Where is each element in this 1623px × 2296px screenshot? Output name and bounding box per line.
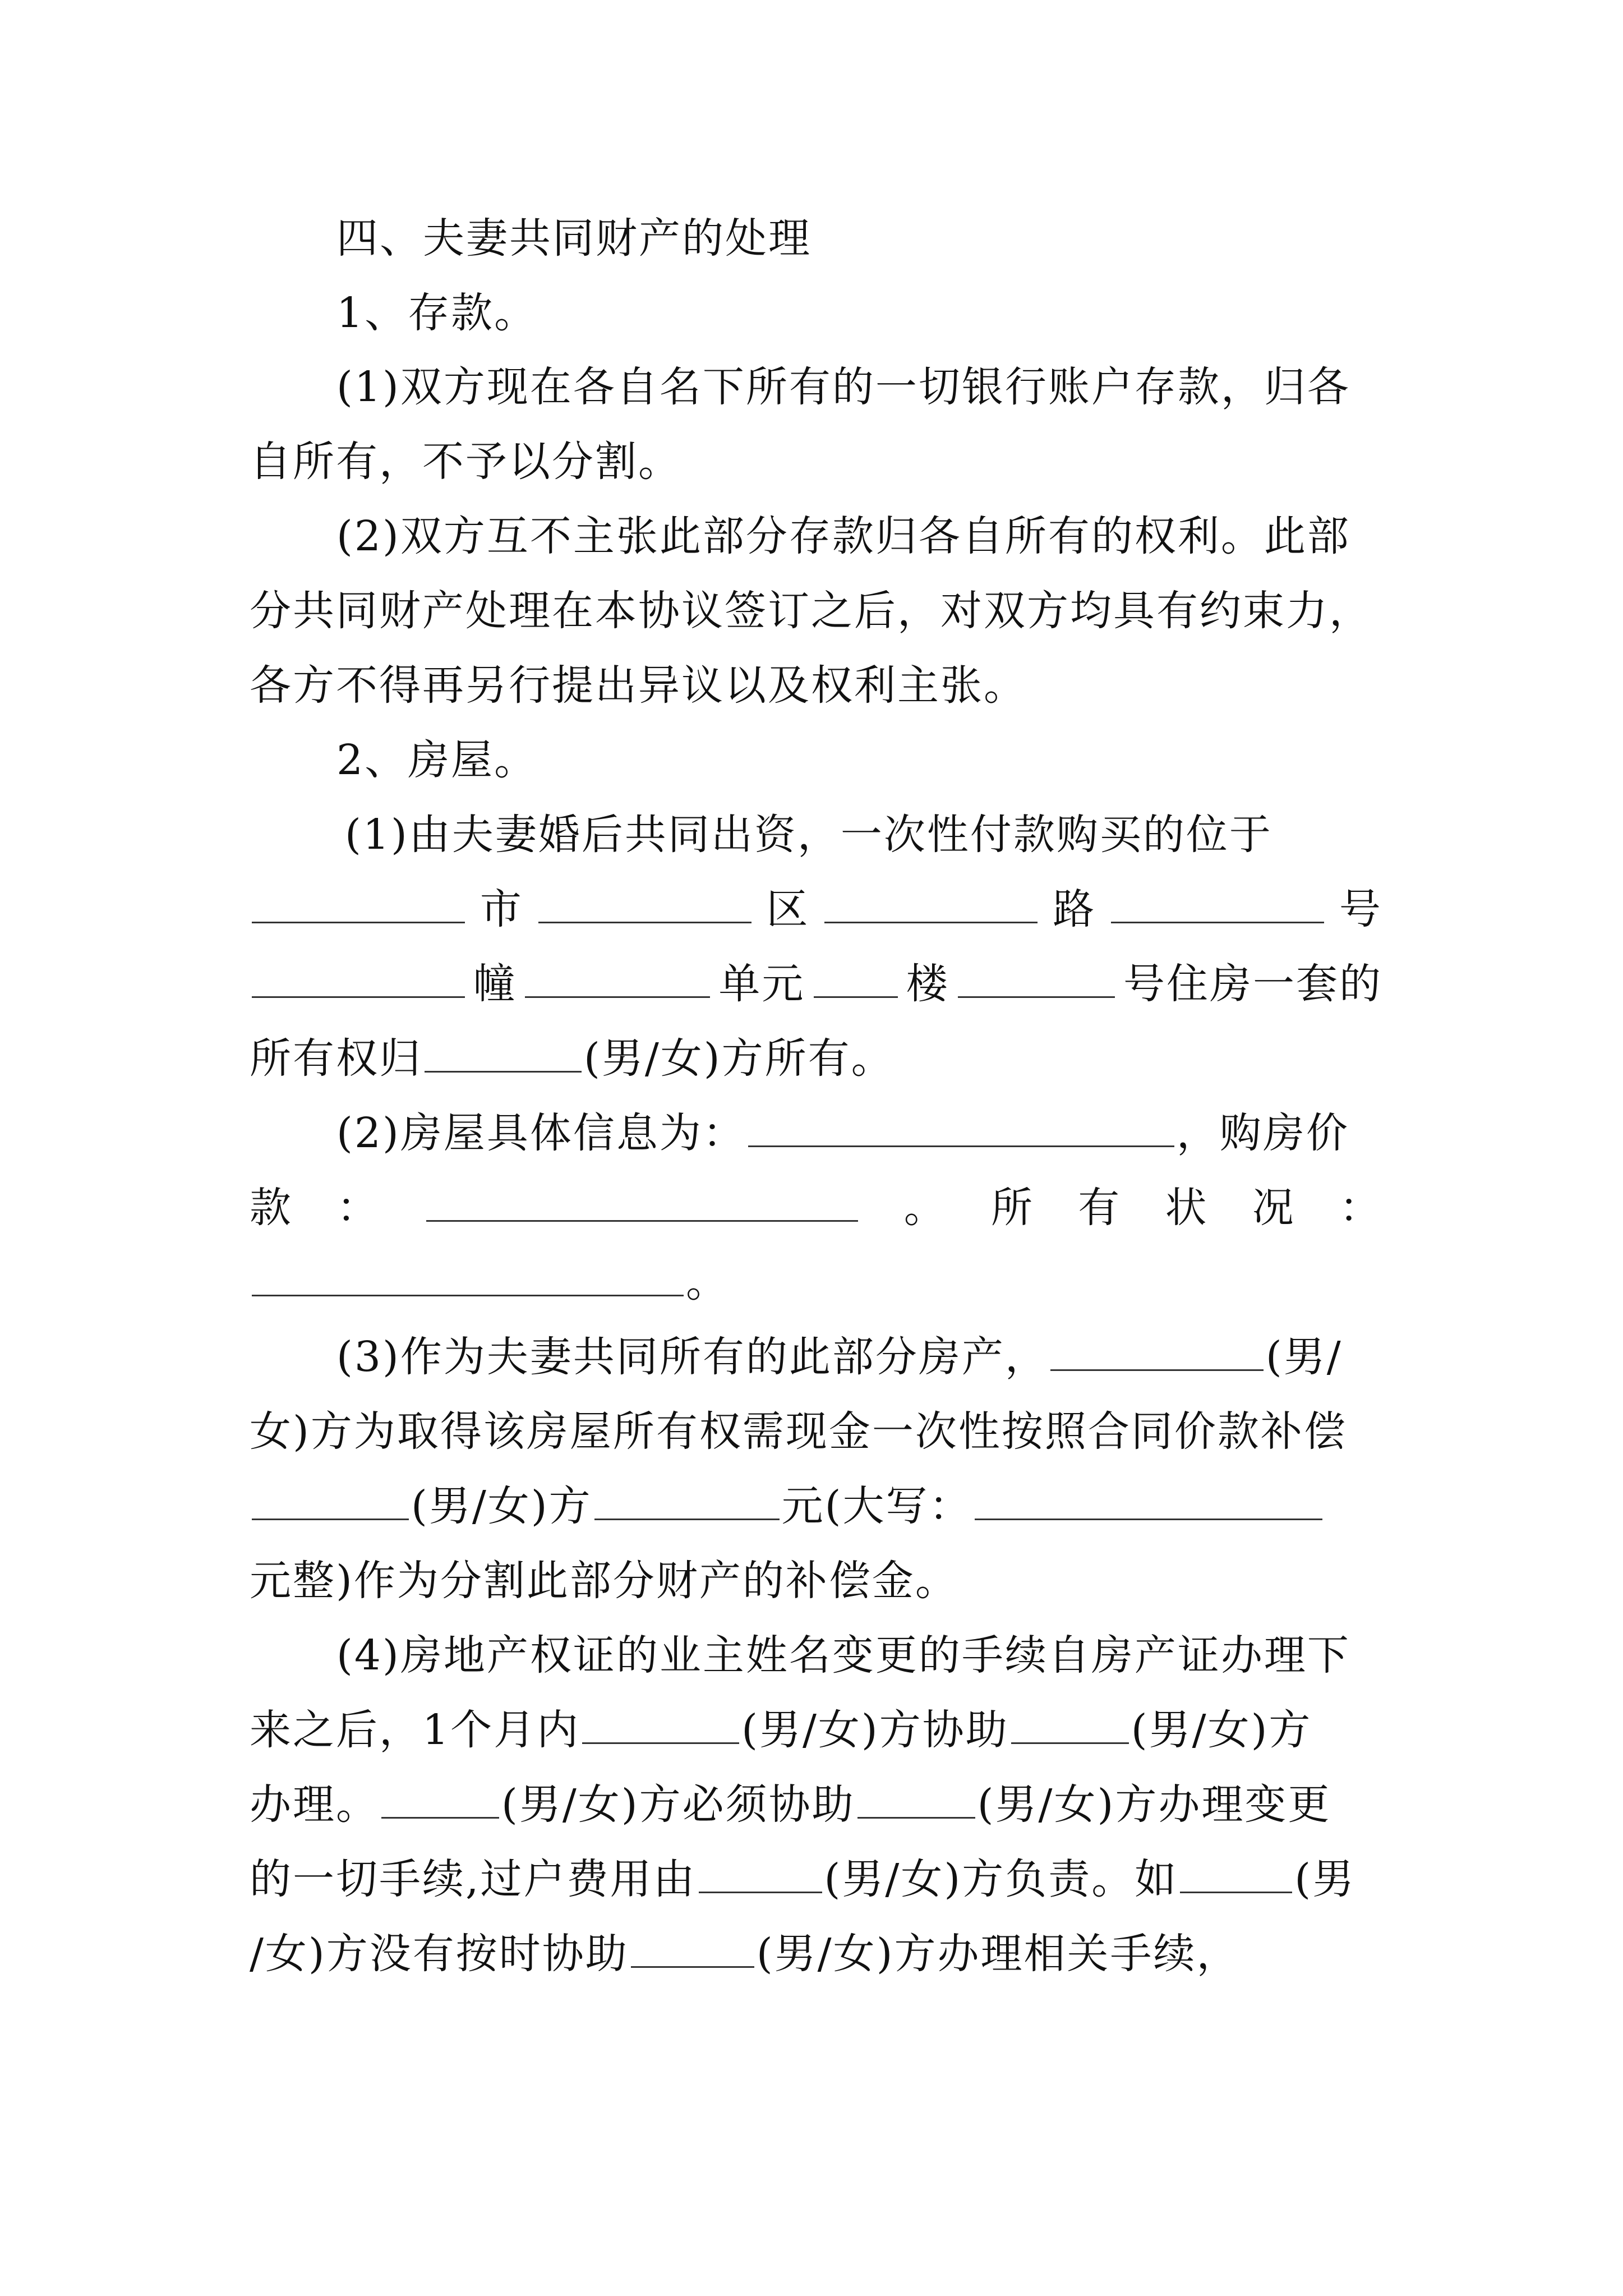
paragraph-line xyxy=(250,1702,1382,1758)
paragraph-line xyxy=(250,1926,1382,1982)
text-span: (2)双方互不主张此部分存款归各自所有的权利。此部 xyxy=(336,512,1350,560)
heading-text: 四、夫妻共同财产的处理 xyxy=(336,214,811,263)
text-span: (1)由夫妻婚后共同出资，一次性付款购买的位于 xyxy=(345,811,1272,859)
assisting-party-blank xyxy=(582,1708,739,1744)
text-span: (男/ xyxy=(1265,1333,1343,1381)
section-heading xyxy=(336,210,1382,266)
assisted-party-blank xyxy=(1011,1708,1129,1744)
text-span: 所有权归 xyxy=(250,1034,422,1083)
paragraph-line xyxy=(336,359,1382,415)
text-span: (男/女)方 xyxy=(411,1482,592,1530)
unit-blank xyxy=(525,961,710,998)
number-blank xyxy=(1111,887,1324,923)
text-span: ： xyxy=(1339,1184,1382,1232)
text-span: 号 xyxy=(1339,885,1382,933)
house-info-blank xyxy=(748,1111,1174,1147)
text-span: 有 xyxy=(1078,1184,1122,1232)
text-span: 办理。 xyxy=(250,1780,379,1829)
building-blank xyxy=(252,961,465,998)
address-line xyxy=(250,956,1382,1012)
text-span: (男 xyxy=(1294,1855,1356,1903)
paragraph-line xyxy=(250,1553,1382,1609)
fee-party-blank xyxy=(699,1857,822,1893)
house-title: 2、房屋。 xyxy=(336,736,538,784)
text-span: (男/女)方 xyxy=(1131,1706,1312,1754)
text-span: 市 xyxy=(479,885,523,933)
text-span: 元整)作为分割此部分财产的补偿金。 xyxy=(250,1557,958,1605)
address-line xyxy=(250,881,1382,937)
text-span: 况 xyxy=(1252,1184,1295,1232)
text-span: 的一切手续,过户费用由 xyxy=(250,1855,697,1903)
text-span: /女)方没有按时协助 xyxy=(250,1930,629,1978)
text-span: (男/女)方所有。 xyxy=(584,1034,895,1083)
text-span: 单元 xyxy=(718,960,805,1008)
paragraph-line xyxy=(336,1329,1382,1385)
paragraph-line xyxy=(250,1478,1382,1534)
ownership-status-blank xyxy=(252,1260,684,1296)
text-span: 各方不得再另行提出异议以及权利主张。 xyxy=(250,661,1027,710)
paragraph-line xyxy=(345,807,1382,863)
text-span: ，购房价 xyxy=(1176,1109,1349,1157)
paragraph-line xyxy=(250,1404,1382,1460)
text-span: (男/女)方必须协助 xyxy=(501,1780,855,1829)
text-span: 女)方为取得该房屋所有权需现金一次性按照合同价款补偿 xyxy=(250,1407,1347,1456)
paragraph-line xyxy=(250,657,1382,714)
text-span: 。 xyxy=(903,1184,947,1232)
party-blank xyxy=(381,1782,499,1819)
text-span: 所 xyxy=(991,1184,1034,1232)
acquirer-blank xyxy=(1050,1335,1264,1371)
paragraph-line xyxy=(336,1627,1382,1683)
text-span: 楼 xyxy=(906,960,949,1008)
text-span: 来之后，1个月内 xyxy=(250,1706,580,1754)
text-span: (男/女)方办理相关手续， xyxy=(756,1930,1240,1978)
paragraph-line xyxy=(250,583,1382,639)
deposits-title: 1、存款。 xyxy=(336,289,538,337)
text-span: 区 xyxy=(766,885,810,933)
text-span: (2)房屋具体信息为： xyxy=(336,1109,746,1157)
paragraph-line xyxy=(250,1777,1382,1833)
city-blank xyxy=(252,887,465,923)
price-blank xyxy=(426,1185,858,1222)
text-span: 号住房一套的 xyxy=(1123,960,1382,1008)
text-span: 。 xyxy=(686,1258,729,1306)
floor-blank xyxy=(814,961,898,998)
room-blank xyxy=(958,961,1115,998)
subsection-title-deposits xyxy=(336,285,1382,341)
party-blank xyxy=(857,1782,975,1819)
compensated-party-blank xyxy=(252,1484,409,1520)
text-span: 路 xyxy=(1053,885,1096,933)
text-span: (3)作为夫妻共同所有的此部分房产， xyxy=(336,1333,1048,1381)
text-span: (男/女)方负责。如 xyxy=(824,1855,1178,1903)
text-span: 幢 xyxy=(473,960,517,1008)
text-span: 款 xyxy=(250,1184,293,1232)
owner-blank xyxy=(425,1036,582,1073)
amount-blank xyxy=(594,1484,780,1520)
paragraph-line xyxy=(250,1030,1382,1087)
amount-words-blank xyxy=(975,1484,1322,1520)
text-span: 元(大写： xyxy=(781,1482,972,1530)
text-span: 分共同财产处理在本协议签订之后，对双方均具有约束力， xyxy=(250,587,1372,635)
text-span: (1)双方现在各自名下所有的一切银行账户存款，归各 xyxy=(336,363,1350,411)
paragraph-line xyxy=(250,1254,1382,1310)
road-blank xyxy=(824,887,1038,923)
text-span: 状 xyxy=(1165,1184,1209,1232)
text-span: (男/女)方协助 xyxy=(741,1706,1009,1754)
paragraph-line xyxy=(250,1180,1382,1236)
text-span: ： xyxy=(336,1184,380,1232)
party-blank xyxy=(1180,1857,1292,1893)
text-span: (4)房地产权证的业主姓名变更的手续自房产证办理下 xyxy=(336,1631,1350,1680)
paragraph-line xyxy=(336,1105,1382,1161)
paragraph-line xyxy=(250,1851,1382,1907)
subsection-title-house xyxy=(336,732,1382,788)
text-span: (男/女)方办理变更 xyxy=(977,1780,1331,1829)
paragraph-line xyxy=(336,508,1382,564)
district-blank xyxy=(538,887,751,923)
text-span: 自所有，不予以分割。 xyxy=(250,438,681,486)
party-blank xyxy=(631,1931,754,1968)
paragraph-line xyxy=(250,434,1382,490)
